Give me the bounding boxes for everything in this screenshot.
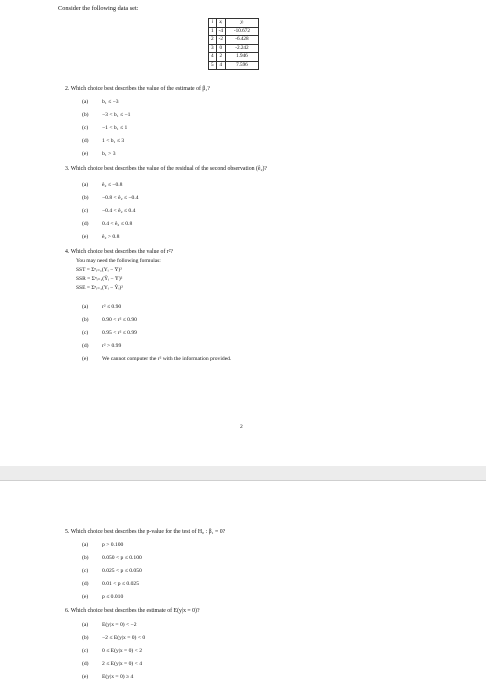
q4-option-c[interactable] xyxy=(82,330,137,336)
table-cell: -6.428 xyxy=(225,36,258,45)
option-label: (a) xyxy=(82,542,89,548)
option-label: (e) xyxy=(82,234,89,240)
page-separator xyxy=(0,466,486,481)
q3-option-b[interactable] xyxy=(82,195,139,201)
option-text: We cannot computer the r² with the information provided. xyxy=(102,356,232,362)
option-text: 0.050 < p ≤ 0.100 xyxy=(102,555,142,561)
table-cell: 4 xyxy=(209,53,217,62)
option-text: b₁ ≤ −3 xyxy=(102,99,119,105)
option-text: b₁ > 3 xyxy=(102,151,116,157)
table-row xyxy=(209,36,259,45)
q2-option-e[interactable] xyxy=(82,151,116,157)
formula-sst: SST = Σⁿᵢ₌₁(Yᵢ − Ȳ)² xyxy=(76,267,122,273)
q6-option-a[interactable] xyxy=(82,622,137,628)
q3-option-d[interactable] xyxy=(82,221,132,227)
table-cell: 2 xyxy=(209,36,217,45)
intro-text: Consider the following data set: xyxy=(58,5,139,12)
formula-hint: You may need the following formulas: xyxy=(76,258,161,264)
q6-option-e[interactable] xyxy=(82,674,133,680)
option-text: −2 ≤ E(y|x = 0) < 0 xyxy=(102,635,146,641)
option-text: 1 < b₁ ≤ 3 xyxy=(102,138,125,144)
q3-option-a[interactable] xyxy=(82,182,122,188)
q4-option-a[interactable] xyxy=(82,304,121,310)
option-label: (c) xyxy=(82,330,89,336)
option-label: (a) xyxy=(82,99,89,105)
option-label: (d) xyxy=(82,581,89,587)
q5-option-b[interactable] xyxy=(82,555,142,561)
table-row xyxy=(209,44,259,53)
data-table xyxy=(208,18,259,70)
option-text: r² ≤ 0.90 xyxy=(102,304,122,310)
option-label: (d) xyxy=(82,661,89,667)
table-cell: -2.242 xyxy=(225,44,258,53)
q5-option-e[interactable] xyxy=(82,594,123,600)
page-2 xyxy=(0,481,486,700)
option-text: −0.8 < ê₂ ≤ −0.4 xyxy=(102,195,139,201)
option-label: (a) xyxy=(82,622,89,628)
table-cell: 5 xyxy=(209,61,217,70)
option-label: (b) xyxy=(82,112,89,118)
option-text: −1 < b₁ ≤ 1 xyxy=(102,125,128,131)
option-text: 2 ≤ E(y|x = 0) < 4 xyxy=(102,661,143,667)
table-cell: -10.672 xyxy=(225,27,258,36)
option-label: (d) xyxy=(82,138,89,144)
table-header-x: xᵢ xyxy=(216,19,225,28)
q2-option-b[interactable] xyxy=(82,112,130,118)
table-cell: 4 xyxy=(216,61,225,70)
table-header-y: yᵢ xyxy=(225,19,258,28)
option-label: (b) xyxy=(82,195,89,201)
table-row xyxy=(209,27,259,36)
question-2-text: 2. Which choice best describes the value of the estimate of β₁? xyxy=(65,86,210,92)
question-5-text: 5. Which choice best describes the p-value for the test of H₀ : β₁ = 0? xyxy=(65,529,226,535)
table-cell: 3 xyxy=(209,44,217,53)
q2-option-c[interactable] xyxy=(82,125,127,131)
option-text: 0.4 < ê₂ ≤ 0.8 xyxy=(102,221,133,227)
option-label: (b) xyxy=(82,555,89,561)
option-text: −3 < b₁ ≤ −1 xyxy=(102,112,131,118)
question-6-text: 6. Which choice best describes the estimate of E(y|x = 0)? xyxy=(65,608,200,614)
option-text: p > 0.100 xyxy=(102,542,124,548)
option-text: 0 ≤ E(y|x = 0) < 2 xyxy=(102,648,143,654)
option-text: E(y|x = 0) < −2 xyxy=(102,622,137,628)
option-label: (b) xyxy=(82,317,89,323)
option-text: r² > 0.99 xyxy=(102,343,122,349)
q5-option-d[interactable] xyxy=(82,581,139,587)
option-text: ê₂ > 0.8 xyxy=(102,234,120,240)
q3-option-e[interactable] xyxy=(82,234,119,240)
table-row xyxy=(209,61,259,70)
table-cell: 0 xyxy=(216,44,225,53)
option-text: 0.95 < r² ≤ 0.99 xyxy=(102,330,137,336)
option-text: −0.4 < ê₂ ≤ 0.4 xyxy=(102,208,136,214)
table-cell: 2 xyxy=(216,53,225,62)
q4-option-e[interactable] xyxy=(82,356,231,362)
q6-option-c[interactable] xyxy=(82,648,142,654)
question-4-text: 4. Which choice best describes the value of r²? xyxy=(65,249,174,255)
q4-option-b[interactable] xyxy=(82,317,137,323)
option-label: (e) xyxy=(82,594,89,600)
option-label: (e) xyxy=(82,151,89,157)
option-label: (e) xyxy=(82,356,89,362)
option-text: 0.025 < p ≤ 0.050 xyxy=(102,568,142,574)
table-cell: 1 xyxy=(209,27,217,36)
option-label: (e) xyxy=(82,674,89,680)
option-label: (c) xyxy=(82,208,89,214)
q6-option-d[interactable] xyxy=(82,661,142,667)
table-row xyxy=(209,53,259,62)
option-text: p ≤ 0.010 xyxy=(102,594,124,600)
q5-option-c[interactable] xyxy=(82,568,142,574)
question-3-text: 3. Which choice best describes the value of the residual of the second observation (ê₂)? xyxy=(65,166,267,172)
table-cell: -4 xyxy=(216,27,225,36)
option-text: 0.90 < r² ≤ 0.90 xyxy=(102,317,137,323)
formula-ssr: SSR = Σⁿᵢ₌₁(Ŷᵢ − Ȳ)² xyxy=(76,276,123,282)
q2-option-d[interactable] xyxy=(82,138,124,144)
table-cell: -2 xyxy=(216,36,225,45)
option-label: (b) xyxy=(82,635,89,641)
option-label: (a) xyxy=(82,182,89,188)
option-label: (d) xyxy=(82,343,89,349)
q6-option-b[interactable] xyxy=(82,635,145,641)
table-header-row xyxy=(209,19,259,28)
q4-option-d[interactable] xyxy=(82,343,121,349)
formula-sse: SSE = Σⁿᵢ₌₁(Yᵢ − Ŷᵢ)² xyxy=(76,285,123,291)
q2-option-a[interactable] xyxy=(82,99,119,105)
option-label: (a) xyxy=(82,304,89,310)
page-number: 2 xyxy=(240,424,243,430)
q3-option-c[interactable] xyxy=(82,208,135,214)
option-text: ê₂ ≤ −0.8 xyxy=(102,182,123,188)
table-cell: 7.596 xyxy=(225,61,258,70)
option-text: 0.01 < p ≤ 0.025 xyxy=(102,581,139,587)
table-cell: 1.946 xyxy=(225,53,258,62)
option-label: (d) xyxy=(82,221,89,227)
option-label: (c) xyxy=(82,648,89,654)
q5-option-a[interactable] xyxy=(82,542,123,548)
option-label: (c) xyxy=(82,568,89,574)
table-header-i: i xyxy=(209,19,217,28)
option-label: (c) xyxy=(82,125,89,131)
option-text: E(y|x = 0) ≥ 4 xyxy=(102,674,134,680)
